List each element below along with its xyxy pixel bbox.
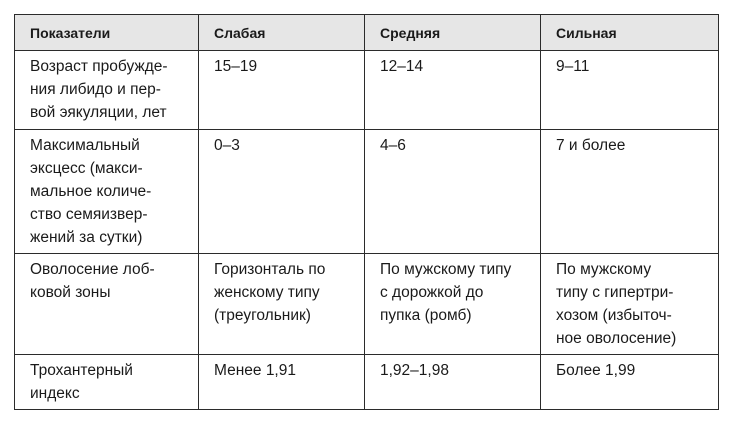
cell-text-line: По мужскому xyxy=(556,261,652,278)
cell-weak xyxy=(199,130,365,254)
cell-weak xyxy=(199,355,365,410)
cell-medium xyxy=(365,51,541,130)
table-row xyxy=(15,130,719,254)
cell-text-line: Оволосение лоб- xyxy=(30,261,155,278)
cell-indicator xyxy=(15,130,199,254)
cell-text-line: женскому типу xyxy=(214,284,320,301)
cell-strong xyxy=(541,130,719,254)
header-row xyxy=(15,15,719,51)
cell-text-line: пупка (ромб) xyxy=(380,307,472,324)
cell-text-line: 12–14 xyxy=(380,58,424,75)
cell-medium xyxy=(365,355,541,410)
cell-strong xyxy=(541,51,719,130)
table-row xyxy=(15,254,719,355)
cell-text-line: Максимальный xyxy=(30,137,140,154)
cell-text-line: 1,92–1,98 xyxy=(380,362,449,379)
table-body xyxy=(15,51,719,410)
cell-text-line: вой эякуляции, лет xyxy=(30,104,167,121)
cell-text-line: ковой зоны xyxy=(30,284,111,301)
cell-indicator xyxy=(15,51,199,130)
cell-text-line: типу с гипертри- xyxy=(556,284,674,301)
cell-text-line: индекс xyxy=(30,385,80,402)
cell-text-line: ство семяизвер- xyxy=(30,206,148,223)
cell-text-line: с дорожкой до xyxy=(380,284,484,301)
cell-weak xyxy=(199,254,365,355)
table-header xyxy=(15,15,719,51)
cell-indicator xyxy=(15,254,199,355)
header-strong: Сильная xyxy=(541,15,719,51)
cell-text-line: Более 1,99 xyxy=(556,362,636,379)
cell-text-line: Возраст пробужде- xyxy=(30,58,168,75)
cell-medium xyxy=(365,254,541,355)
cell-text-line: Горизонталь по xyxy=(214,261,326,278)
header-weak: Слабая xyxy=(199,15,365,51)
cell-text-line: мальное количе- xyxy=(30,183,152,200)
cell-medium xyxy=(365,130,541,254)
table-container xyxy=(14,14,719,410)
cell-text-line: (треугольник) xyxy=(214,307,311,324)
cell-text-line: 4–6 xyxy=(380,137,406,154)
sexual-constitution-table xyxy=(14,14,719,410)
cell-weak xyxy=(199,51,365,130)
cell-text-line: 0–3 xyxy=(214,137,240,154)
header-indicators: Показатели xyxy=(15,15,199,51)
cell-text-line: 15–19 xyxy=(214,58,258,75)
cell-text-line: Менее 1,91 xyxy=(214,362,296,379)
cell-text-line: ния либидо и пер- xyxy=(30,81,161,98)
cell-text-line: хозом (избыточ- xyxy=(556,307,672,324)
table-row xyxy=(15,51,719,130)
cell-text-line: жений за сутки) xyxy=(30,229,143,246)
cell-text-line: По мужскому типу xyxy=(380,261,512,278)
cell-strong xyxy=(541,355,719,410)
cell-strong xyxy=(541,254,719,355)
cell-text-line: 7 и более xyxy=(556,137,626,154)
cell-indicator xyxy=(15,355,199,410)
header-medium: Средняя xyxy=(365,15,541,51)
cell-text-line: ное оволосение) xyxy=(556,330,677,347)
table-row xyxy=(15,355,719,410)
cell-text-line: 9–11 xyxy=(556,58,590,75)
cell-text-line: эксцесс (макси- xyxy=(30,160,143,177)
cell-text-line: Трохантерный xyxy=(30,362,133,379)
